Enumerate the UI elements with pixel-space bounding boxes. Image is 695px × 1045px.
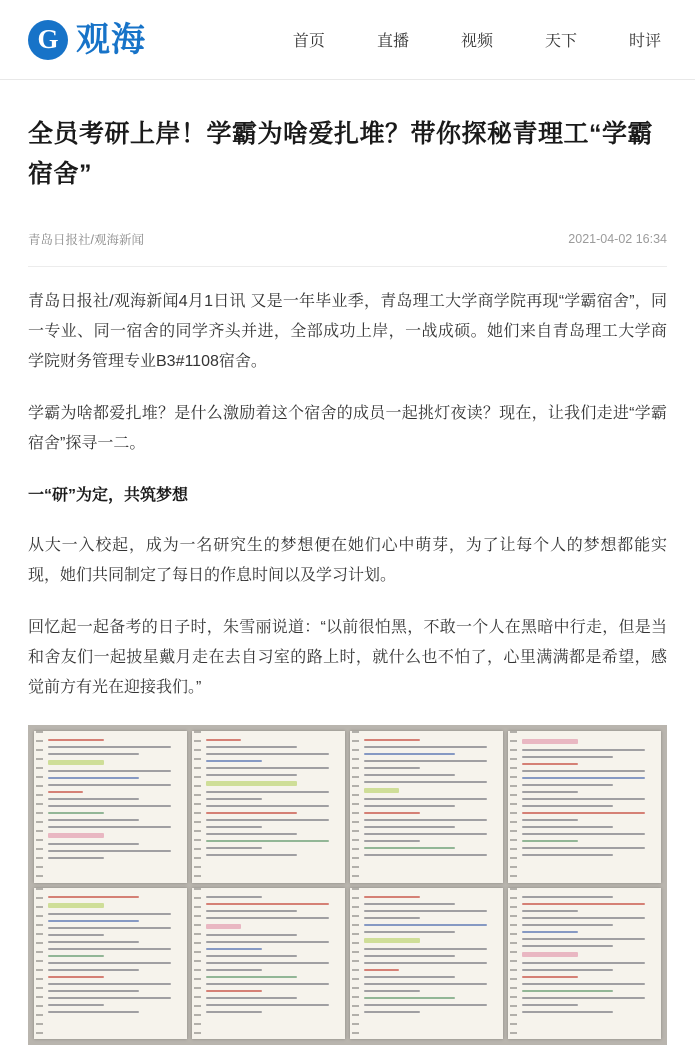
notebook-page xyxy=(192,731,345,883)
site-logo[interactable] xyxy=(28,20,146,60)
article-timestamp: 2021-04-02 16:34 xyxy=(568,232,667,246)
notebook-pages xyxy=(28,725,667,1045)
article-body xyxy=(28,267,667,703)
notebook-page xyxy=(350,888,503,1040)
notebook-page xyxy=(508,888,661,1040)
nav-item-commentary[interactable]: 时评 xyxy=(628,33,661,50)
article-source: 青岛日报社/观海新闻 xyxy=(28,233,144,247)
notebook-page xyxy=(192,888,345,1040)
logo-icon: G xyxy=(28,20,68,60)
page-title: 全员考研上岸！学霸为啥爱扎堆？带你探秘青理工“学霸宿舍” xyxy=(28,120,654,188)
article-meta xyxy=(28,230,667,267)
nav-item-live[interactable]: 直播 xyxy=(376,33,409,50)
article-paragraph: 回忆起一起备考的日子时，朱雪丽说道：“以前很怕黑，不敢一个人在黑暗中行走，但是当和舍友们一起披星戴月走在去自习室的路上时，就什么也不怕了，心里满满都是希望，感觉前方有光在迎接我们。” xyxy=(28,619,667,696)
notebook-page xyxy=(34,731,187,883)
notebook-page xyxy=(350,731,503,883)
nav-item-video[interactable]: 视频 xyxy=(460,33,493,50)
article-paragraph: 学霸为啥都爱扎堆？是什么激励着这个宿舍的成员一起挑灯夜读？现在，让我们走进“学霸宿舍”探寻一二。 xyxy=(28,405,667,452)
article-paragraph: 青岛日报社/观海新闻4月1日讯 又是一年毕业季，青岛理工大学商学院再现“学霸宿舍”，同一专业、同一宿舍的同学齐头并进，全部成功上岸，一战成硕。她们来自青岛理工大学商学院财务管理专业B3#1108宿舍。 xyxy=(28,293,667,370)
nav-item-world[interactable]: 天下 xyxy=(544,33,577,50)
article-subheading: 一“研”为定，共筑梦想 xyxy=(28,487,189,504)
notebook-page xyxy=(34,888,187,1040)
brand-name: 观海 xyxy=(76,20,146,59)
main-navigation xyxy=(267,28,667,51)
article-container xyxy=(0,80,695,1045)
article-paragraph: 从大一入校起，成为一名研究生的梦想便在她们心中萌芽，为了让每个人的梦想都能实现，她们共同制定了每日的作息时间以及学习计划。 xyxy=(28,537,667,584)
article-photo xyxy=(28,725,667,1045)
nav-item-home[interactable]: 首页 xyxy=(292,33,325,50)
notebook-page xyxy=(508,731,661,883)
site-header xyxy=(0,0,695,80)
